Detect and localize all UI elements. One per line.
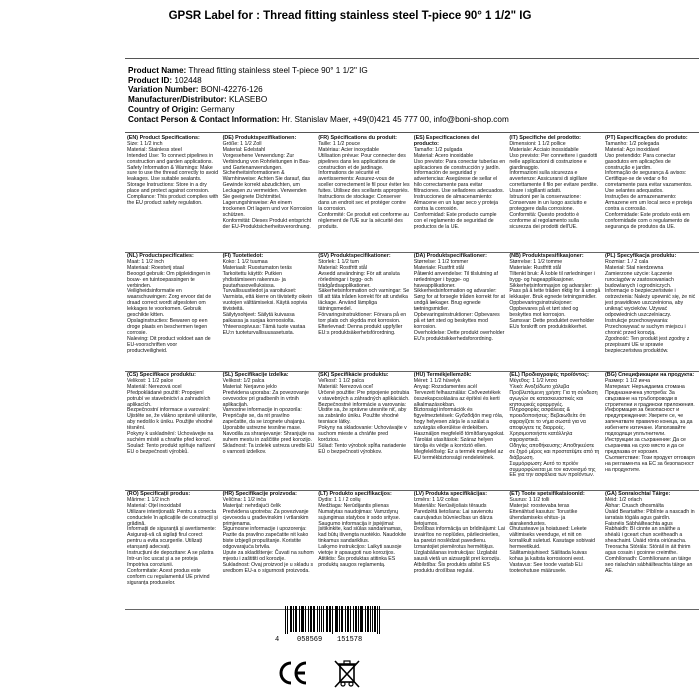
spec-body: Suurus: 1 1/2 tolli Materjal: roostevaba teras Ettenähtud kasutus: Torustike ühendamiseks ehitus- ja aiarakendustes. Ohutusteave ja hoiatused: Lekete vältimiseks veenduge, et niit on korralikult suletud. Kasutage sobivaid hermeetikuid. Säilitamisjuhised: Säilitada kuivas kohas ja kaitsta korrosiooni eest. Vastavus: See toode vastab ELi tooteohutuse määrusele. [509, 496, 596, 574]
barcode-bar [358, 606, 359, 632]
spec-grid [125, 135, 699, 610]
spec-heading: (NL) Productspecificaties: [127, 253, 194, 259]
barcode-bar [302, 606, 303, 632]
spec-body: Maat: 1 1/2 inch Materiaal: Roestvrij staal Beoogd gebruik: Om pijpleidingen in bouw- en tuintoepassingen te verbinden. Veiligheidsinformatie en waarschuwingen: Zorg ervoor dat de draad correct wordt afgesloten om lekkages te voorkomen. Gebruik geschikte kitten. Opslaginstructies: Bewaren op een droge plaats en beschermen tegen corrosie. Naleving: Dit product voldoet aan de EU-voorschriften voor productveiligheid. [127, 258, 212, 354]
spec-cell [316, 135, 412, 252]
barcode-bar [326, 606, 327, 632]
barcode-bar [305, 606, 306, 632]
spec-heading: (EN) Product Specifications: [127, 135, 200, 141]
barcode-bar [361, 606, 362, 632]
spec-heading: (SK) Špecifikácie produktu: [318, 372, 389, 378]
spec-cell [507, 253, 603, 371]
info-label: Contact Person & Contact Information: [128, 114, 280, 124]
info-value: Germany [200, 104, 235, 114]
info-value: Hr. Stanislav Maer, +49(0)421 45 777 00, info@boni-shop.com [281, 114, 509, 124]
spec-heading: (HU) Termékjellemzők: [413, 372, 472, 378]
spec-cell [603, 135, 699, 252]
spec-body: Dimensioni: 1 1/2 pollice Materiale: Acciaio inossidabile Uso previsto: Per connettere i gasdotti nelle applicazioni di costruzione e giardinaggio. Informazioni sulla sicurezza e avvertenze: Assicurarsi di sigillare correttamente il filo per evitare perdite. Usare i sigillanti adatti. Istruzioni per la conservazione: Conservare in un luogo asciutto e proteggere dalla corrosione. Conformità: Questo prodotto è conforme al regolamento sulla sicurezza dei prodotti dell'UE. [509, 140, 598, 230]
barcode-bar [293, 606, 294, 632]
divider [125, 132, 699, 133]
barcode-bar [285, 606, 286, 634]
barcode-bar [350, 606, 351, 632]
barcode-bar [341, 606, 342, 632]
spec-heading: (DE) Produktspezifikationen: [222, 135, 297, 141]
barcode-bar [299, 606, 300, 632]
barcode-bar [362, 606, 363, 632]
barcode-bar [339, 606, 340, 632]
spec-cell [412, 372, 508, 490]
info-label: Variation Number: [128, 85, 199, 95]
info-value: Thread fitting stainless steel T-piece 90° 1 1/2" IG [188, 66, 368, 75]
spec-body: Rozmiar: 1 / 2 cala Materiał: Stal nierdzewna Zamierzone użycie: Łączenie rurociągów w zastosowaniach budowlanych i ogrodniczych. Informacje o bezpieczeństwie i ostrzeżenia: Należy upewnić się, że nić jest prawidłowo uszczelniona, aby uniknąć wycieków. Używać odpowiednich uszczelniaczy. Instrukcje przechowywania: Przechowywać w suchym miejscu i chronić przed korozją. Zgodność: Ten produkt jest zgodny z przepisami UE w sprawie bezpieczeństwa produktów. [604, 258, 696, 354]
info-line [128, 95, 509, 105]
spec-heading: (FR) Spécifications du produit: [318, 135, 397, 141]
ce-mark-icon [278, 660, 308, 686]
spec-heading: (LV) Produkta specifikācijas: [413, 491, 488, 497]
barcode-bar [327, 606, 328, 632]
spec-heading: (ET) Toote spetsifikatsioonid: [509, 491, 585, 497]
barcode-bars [285, 606, 380, 634]
spec-heading: (RO) Specificații produs: [127, 491, 191, 497]
barcode-bar [356, 606, 357, 632]
spec-heading: (SV) Produktspecifikationer: [318, 253, 391, 259]
spec-heading: (PT) Especificações do produto: [604, 135, 688, 141]
spec-body: Mărime: 1 1/2 inch Material: Oțel inoxidabil Utilizare intenționată: Pentru a conecta conductele în aplicațiile de construcții și grădină. Informații de siguranță și avertismente: Asigurați-vă că sigilați firul corect pentru a evita scurgerile. Utilizați etanșanți adecvați. Instrucțiuni de depozitare: A se păstra într-un loc uscat și a se proteja împotriva coroziunii. Conformitate: Acest produs este conform cu regulamentul UE privind siguranța produselor. [127, 496, 218, 586]
spec-row [125, 253, 699, 372]
barcode-bar [336, 606, 337, 632]
info-line [128, 105, 509, 115]
barcode-bar [330, 606, 331, 632]
info-value: BONI-42276-126 [200, 85, 263, 95]
barcode-bar [323, 606, 324, 632]
product-info [128, 66, 509, 124]
spec-cell [316, 491, 412, 609]
spec-heading: (BG) Спецификации на продукта: [604, 372, 695, 378]
barcode-bar [311, 606, 312, 632]
spec-body: Taille: 1 1/2 pouce Matériau: Acier inoxydable Utilisation prévue: Pour connecter des pipelines dans les applications de construction et de jardinage. Informations de sécurité et avertissements: Assurez-vous de sceller correctement le fil pour éviter les fuites. Utilisez des scellants appropriés. Instructions de stockage: Conserver dans un endroit sec et protéger contre la corrosion. Conformité: Ce produit est conforme au règlement de l'UE sur la sécurité des produits. [318, 140, 410, 230]
weee-crossed-bin-icon [330, 656, 364, 690]
barcode-bar [303, 606, 304, 632]
spec-cell [603, 491, 699, 609]
spec-cell [221, 491, 317, 609]
barcode-bar [308, 606, 309, 632]
spec-body: Størrelse: 1 1/2 tomme Materiale: Rustfritt stål Tiltenkt bruk: Å koble til rørledninger i bygg- og hageapplikasjoner. Sikkerhetsinformasjon og advarsler: Pass på å tette tråden riktig for å unngå lekkasjer. Bruk egnede tetningsmidler. Oppbevaringsinstruksjoner: Oppbevares på et tørt sted og beskyttes mot korrosjon. Samsvar: Dette produktet overholder EUs forskrift om produktsikkerhet. [509, 258, 601, 330]
barcode-bar [372, 606, 373, 632]
spec-body: Méid: 1/2 orlach Ábhar: Cruach dhosmálta Úsáid Beartaithe: Píblínte a nascadh in iarratais tógála agus gairdín. Faisnéis Sábháilteachta agus Rabhaidh: Bí cinnte an snáithe a shéalú i gceart chun sceitheadh a sheachaint. Úsáid rónta oiriúnacha. Treoracha Stórála: Stóráil in áit thirim agus cosain i gcoinne creimthe. Comhlíonadh: Comhlíonann an táirge seo rialachán sábháilteachta táirge an AE. [604, 496, 695, 574]
spec-body: Méret: 1 1/2 hüvelyk Anyag: Rozsdamentes acél Tervezett felhasználás: Csővezetékek összekapcsolására az építési és kerti alkalmazásokban. Biztonsági információk és figyelmeztetések: Győződjön meg róla, hogy helyesen zárja le a szálat a szivárgás elkerülése érdekében. Használjon megfelelő tömítőanyagokat. Tárolási utasítások: Száraz helyen tárolja és védje a korrózió ellen. Megfelelőség: Ez a termék megfelel az EU termékbiztonsági rendeletének. [413, 377, 505, 461]
spec-cell [412, 491, 508, 609]
barcode-bar [290, 606, 291, 632]
spec-heading: (GA) Sonraíochtaí Táirge: [604, 491, 671, 497]
barcode-bar [345, 606, 346, 632]
spec-heading: (LT) Produkto specifikacijos: [318, 491, 392, 497]
spec-cell [507, 135, 603, 252]
page-title: GPSR Label for : Thread fitting stainless steel T-piece 90° 1 1/2" IG [168, 10, 532, 22]
spec-cell [221, 372, 317, 490]
info-value: KLASEBO [229, 95, 268, 105]
barcode-bar [347, 606, 348, 632]
barcode-bar [337, 606, 338, 632]
barcode-bar [342, 606, 343, 632]
barcode-bar [295, 606, 296, 632]
barcode-bar [365, 606, 366, 632]
spec-cell [221, 135, 317, 252]
spec-body: Koko: 1 1/2 tuumaa Materiaali: Ruostumaton teräs Tarkoitettu käyttö: Putkien yhdistämiseen rakennus- ja puutarhasovelluksissa. Turvallisuustiedot ja varoitukset: Varmista, että kierre on tiivistetty oikein vuotojen välttämiseksi. Käytä sopivia tiivisteitä. Säilytysohjeet: Säilytä kuivassa paikassa ja suojaa korroosiolta. Yhteensopivuus: Tämä tuote vastaa EU:n tuoteturvallisuusasetusta. [222, 258, 313, 336]
barcode-right-digits: 151578 [337, 636, 363, 644]
barcode-bar [374, 606, 375, 632]
barcode-prefix: 4 [275, 636, 280, 644]
barcode-bar [329, 606, 330, 632]
spec-body: Tamaño: 1/2 pulgada Material: Acero inoxidable Uso previsto: Para conectar tuberías en aplicaciones de construcción y jardín. Información de seguridad y advertencias: Asegúrese de sellar el hilo correctamente para evitar filtraciones. Use selladores adecuados. Instrucciones de almacenamiento: Almacene en un lugar seco y proteja contra la corrosión. Conformidad: Este producto cumple con el reglamento de seguridad de productos de la UE. [413, 146, 506, 230]
barcode-bar [313, 606, 314, 632]
info-value: 102448 [174, 75, 202, 85]
barcode-bar [287, 606, 288, 634]
spec-row [125, 372, 699, 491]
divider [125, 58, 699, 59]
info-line [128, 76, 509, 86]
spec-cell [507, 372, 603, 490]
info-line [128, 85, 509, 95]
spec-heading: (HR) Specifikacije proizvoda: [222, 491, 297, 497]
spec-cell [316, 253, 412, 371]
spec-cell [125, 491, 221, 609]
spec-body: Größe: 1 1/2 Zoll Material: Edelstahl Vorgesehene Verwendung: Zur Verbindung von Rohrleitungen in Bau- und Gartenanwendungen. Sicherheitsinformationen & Warnhinweise: Achten Sie darauf, das Gewinde korrekt abzudichten, um Leckagen zu vermeiden. Verwenden Sie geeignete Dichtmittel. Lagerungshinweise: An einem trockenen Ort lagern und vor Korrosion schützen. Konformität: Dieses Produkt entspricht der EU-Produktsicherheitsverordnung. [222, 140, 313, 230]
barcode-bar [377, 606, 378, 634]
spec-heading: (IT) Specifiche del prodotto: [509, 135, 581, 141]
info-line [128, 66, 509, 76]
spec-body: Dydis: 1 1 / 2 colių Medžiaga: Nerūdijantis plienas Numatytas naudojimas: Vamzdynų sujungimas statybos ir sodo srityse. Saugumo informacija ir įspėjimai: Įsitikinkite, kad siūlas sandarinamas, kad būtų išvengta nuotėkio. Naudokite tinkamus sandariklius. Laikymo instrukcijos: Laikyti sausoje vietoje ir apsaugoti nuo korozijos. Atitiktis: Šis produktas atitinka ES produktų saugos reglamentą. [318, 496, 407, 568]
barcode-bar [321, 606, 322, 632]
spec-cell [221, 253, 317, 371]
barcode-bar [291, 606, 292, 632]
spec-cell [412, 135, 508, 252]
spec-cell [316, 372, 412, 490]
spec-body: Velikost: 1 1/2 palce Materiál: Nerezová ocel Předpokládané použití: Propojení potrubí ve stavebnictví a zahradních aplikacích. Bezpečnostní informace a varování: Ujistěte se, že vlákno správně utěsníte, aby nedošlo k úniku. Použijte vhodné těsnění. Pokyny k uskladnění: Uchovávejte na suchém místě a chraňte před korozí. Soulad: Tento produkt splňuje nařízení EU o bezpečnosti výrobků. [127, 377, 218, 455]
spec-cell [412, 253, 508, 371]
barcode-bar [348, 606, 349, 632]
barcode-bar [368, 606, 369, 632]
spec-heading: (SL) Specifikacije izdelka: [222, 372, 289, 378]
spec-body: Μέγεθος: 1 1/2 ίντσα Υλικό: Ανοξείδωτο χάλυβα Προβλεπόμενη χρήση: Για τη σύνδεση αγωγών σε κατασκευαστικές και κηπουρικές εφαρμογές. Πληροφορίες ασφάλειας & προειδοποιήσεις: Βεβαιωθείτε ότι σφραγίζετε το νήμα σωστά για να αποφύγετε τις διαρροές. Χρησιμοποιήστε κατάλληλα σφραγιστικά. Οδηγίες αποθήκευσης: Αποθηκεύστε σε ξηρό μέρος και προστατέψτε από τη διάβρωση. Συμμόρφωση: Αυτό το προϊόν συμμορφώνεται με τον κανονισμό της ΕΕ για την ασφάλεια των προϊόντων. [509, 377, 600, 479]
barcode-bar [314, 606, 315, 632]
barcode-bar [319, 606, 320, 632]
spec-cell [125, 372, 221, 490]
barcode-bar [296, 606, 297, 632]
spec-body: Storlek: 1 1/2 tum Material: Rostfritt stål Avsedd användning: För att ansluta rörledningar i bygg- och trädgårdsapplikationer. Säkerhetsinformation och varningar: Se till att täta tråden korrekt för att undvika läckage. Använd lämpliga tätningsmedel. Förvaringsinstruktioner: Förvara på en torr plats och skydda mot korrosion. Efterlevnad: Denna produkt uppfyller EU:s produktsäkerhetsförordning. [318, 258, 410, 336]
spec-cell [125, 253, 221, 371]
info-label: Product ID: [128, 75, 173, 85]
barcode-bar [379, 606, 380, 634]
spec-row [125, 135, 699, 253]
barcode-bar [355, 606, 356, 632]
barcode-bar [353, 606, 354, 632]
spec-heading: (PL) Specyfikacja produktu: [604, 253, 677, 259]
spec-body: Størrelse: 1 1/2 tommer Materiale: Rustfrit stål Påtænkt anvendelse: Til tilslutning af rørledninger i bygge- og haveapplikationer. Sikkerhedsinformation og advarsler: Sørg for at forsegle tråden korrekt for at undgå lækager. Brug egnede tætningsmidler. Opbevaringsinstruktioner: Opbevares på et tørt sted og beskyttes mod korrosion. Overholdelse: Dette produkt overholder EU's produktsikkerhedsforordning. [413, 258, 505, 342]
barcode-bar [310, 606, 311, 632]
spec-body: Размер: 1 1/2 инча Материал: Неръждаема стомана Предназначена употреба: За свързване на тръбопроводи в строителни и градински приложения. Информация за безопасност и предупреждения: Уверете се, че запечатвате правилно конеца, за да избегнете изтичане. Използвайте подходящи уплътнители. Инструкции за съхранение: Да се съхранява на сухо място и да се предпазва от корозия. Съответствие: Този продукт отговаря на регламента на ЕС за безопасност на продуктите. [604, 377, 695, 473]
barcode-left-digits: 058569 [297, 636, 323, 644]
barcode [275, 606, 385, 642]
barcode-bar [370, 606, 371, 632]
spec-heading: (FI) Tuotetiedot: [222, 253, 264, 259]
spec-heading: (DA) Produktspecifikationer: [413, 253, 487, 259]
spec-cell [603, 372, 699, 490]
barcode-bar [301, 606, 302, 632]
info-label: Manufacturer/Distributor: [128, 95, 227, 105]
spec-body: Izmērs: 1 1/2 collas Materiāls: Nerūsējošais tērauds Paredzētā lietošana: Lai savienotu cauruļvadus būvniecības un dārza lietojumos. Drošības informācija un brīdinājumi: Lai izvairītos no noplūdes, pārliecinieties, ka pareizi noslēdzat pavedienu. Izmantojiet piemērotus hermētiķus. Uzglabāšanas instrukcijas: Uzglabāt sausā vietā un aizsargāt pret koroziju. Atbilstība: Šis produkts atbilst ES produktu drošības regulai. [413, 496, 505, 574]
info-line [128, 115, 509, 125]
spec-body: Tamanho: 1/2 polegada Material: Aço inoxidável Uso pretendido: Para conectar gasodutos em aplicações de construção e jardim. Informação de segurança & avisos: Certifique-se de vedar o fio corretamente para evitar vazamentos. Use selantes adequados. Instruções de armazenamento: Armazene em um local seco e proteja contra a corrosão. Conformidade: Este produto está em conformidade com o regulamento de segurança de produtos da UE. [604, 140, 693, 230]
spec-heading: (NB) Produktspesifikasjoner: [509, 253, 584, 259]
spec-heading: (CS) Specifikace produktu: [127, 372, 196, 378]
barcode-bar [360, 606, 361, 632]
barcode-bar [317, 606, 318, 632]
barcode-bar [367, 606, 368, 632]
barcode-bar [332, 606, 333, 634]
barcode-bar [335, 606, 336, 632]
spec-body: Veľkosť: 1 1/2 palca Materiál: Nerezová oceľ Určené použitie: Pre pripojenie potrubia v stavebných a záhradných aplikáciách. Bezpečnostné informácie a varovania: Uistite sa, že správne utesníte niť, aby sa zabránilo úniku. Použite vhodné tesniace látky. Pokyny na skladovanie: Uchovávajte v suchom mieste a chráňte pred koróziou. Súlad: Tento výrobok spĺňa nariadenie EÚ o bezpečnosti výrobkov. [318, 377, 410, 455]
barcode-bar [375, 606, 376, 632]
spec-heading: (EL) Προδιαγραφές προϊόντος: [509, 372, 589, 378]
spec-heading: (ES) Especificaciones del producto: [413, 135, 480, 147]
spec-row [125, 491, 699, 610]
info-label: Product Name: [128, 66, 187, 75]
spec-body: Velikost: 1/2 palca Material: Nerjavno jeklo Predvidena uporaba: Za povezovanje cevovodov pri gradbenih in vrtnih aplikacijah. Varnostne informacije in opozorila: Prepričajte se, da nit pravilno zapečatite, da se izognete uhajanju. Uporabite ustrezne tesnilne mase. Navodila za shranjevanje: Shranjujte na suhem mestu in zaščitite pred korozijo. Skladnost: Ta izdelek ustreza uredbi EU o varnosti izdelkov. [222, 377, 315, 455]
spec-cell [603, 253, 699, 371]
spec-body: Veličina: 1 1/2 inča Materijal: nehrđajući čelik Predviđena upotreba: Za povezivanje cjevovoda u građevinskim i vrtlarskim primjenama. Sigurnosne informacije i upozorenja: Pazite da pravilno zapečatite nit kako biste izbjegli propuštanje. Koristite odgovarajuća brtvila. Upute za skladištenje: Čuvati na suhom mjestu i zaštititi od korozije. Sukladnost: Ovaj proizvod je u skladu s uredbom EU-a o sigurnosti proizvoda. [222, 496, 314, 574]
spec-cell [125, 135, 221, 252]
spec-cell [507, 491, 603, 609]
info-label: Country of Origin: [128, 104, 199, 114]
spec-body: Size: 1 1/2 inch Material: Stainless steel Intended Use: To connect pipelines in construction and garden applications. Safety Information & Warnings: Make sure to use the thread correctly to avoid leakages. Use suitable sealants. Storage Instructions: Store in a dry place and protect against corrosion. Compliance: This product complies with the EU product safety regulation. [127, 140, 219, 206]
